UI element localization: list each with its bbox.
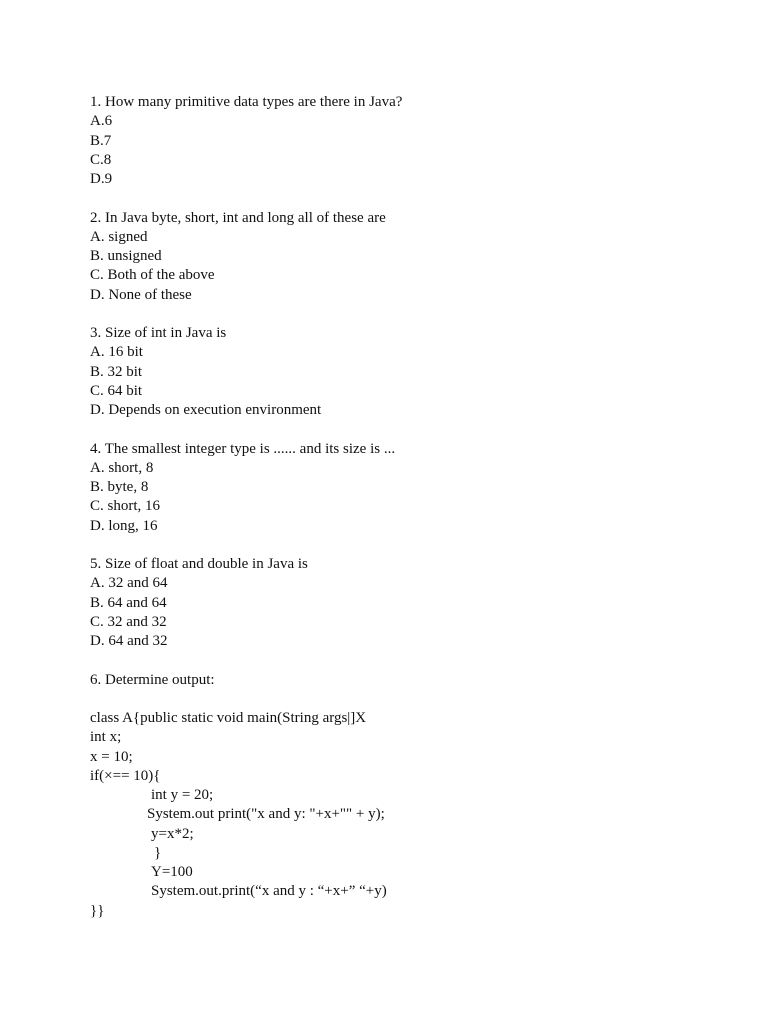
question-block: [90, 555, 710, 651]
code-line: y=x*2;: [151, 825, 194, 842]
code-line: System.out print("x and y: "+x+"" + y);: [147, 806, 385, 823]
question-prompt: 3. Size of int in Java is: [90, 325, 227, 341]
answer-option: A. short, 8: [90, 459, 154, 476]
spacer: [90, 420, 710, 439]
question-prompt: 6. Determine output:: [90, 671, 215, 688]
answer-option: D. long, 16: [90, 517, 158, 534]
answer-option: D.9: [90, 171, 113, 187]
code-line: if(×== 10){: [90, 767, 161, 784]
answer-option: A. signed: [90, 228, 148, 245]
answer-option: B. 64 and 64: [90, 594, 167, 611]
spacer: [90, 305, 710, 324]
question-block: [90, 324, 710, 420]
question-prompt: 5. Size of float and double in Java is: [90, 556, 308, 572]
answer-option: B.7: [90, 132, 112, 149]
answer-option: A. 32 and 64: [90, 575, 168, 592]
answer-option: C. 32 and 32: [90, 613, 167, 630]
question-block: [90, 93, 710, 189]
answer-option: D. None of these: [90, 286, 192, 303]
spacer: [90, 189, 710, 208]
question-prompt: 2. In Java byte, short, int and long all of these are: [90, 209, 386, 226]
code-line: Y=100: [151, 864, 193, 880]
code-line: int x;: [90, 729, 122, 746]
document-body: [90, 93, 710, 921]
answer-option: B. byte, 8: [90, 479, 149, 495]
answer-option: C. short, 16: [90, 498, 161, 515]
question-prompt: 4. The smallest integer type is ...... and its size is ...: [90, 440, 396, 457]
answer-option: A. 16 bit: [90, 344, 143, 361]
answer-option: D. 64 and 32: [90, 633, 168, 649]
code-line: x = 10;: [90, 748, 133, 765]
answer-option: C.8: [90, 151, 112, 168]
question-block: [90, 671, 710, 921]
answer-option: B. unsigned: [90, 248, 162, 264]
answer-option: D. Depends on execution environment: [90, 402, 322, 418]
question-prompt: 1. How many primitive data types are there in Java?: [90, 94, 403, 110]
question-block: [90, 209, 710, 305]
code-line: int y = 20;: [151, 787, 214, 803]
answer-option: A.6: [90, 113, 113, 130]
answer-option: B. 32 bit: [90, 363, 143, 380]
question-block: [90, 440, 710, 536]
code-line: }: [154, 844, 162, 861]
spacer: [90, 536, 710, 555]
code-line: }}: [90, 902, 105, 919]
code-snippet: [90, 709, 710, 921]
spacer: [90, 651, 710, 670]
spacer: [90, 690, 710, 709]
code-line: System.out.print(“x and y : “+x+” “+y): [151, 883, 387, 900]
answer-option: C. Both of the above: [90, 267, 215, 284]
answer-option: C. 64 bit: [90, 382, 143, 399]
code-line: class A{public static void main(String args|]X: [90, 710, 367, 726]
